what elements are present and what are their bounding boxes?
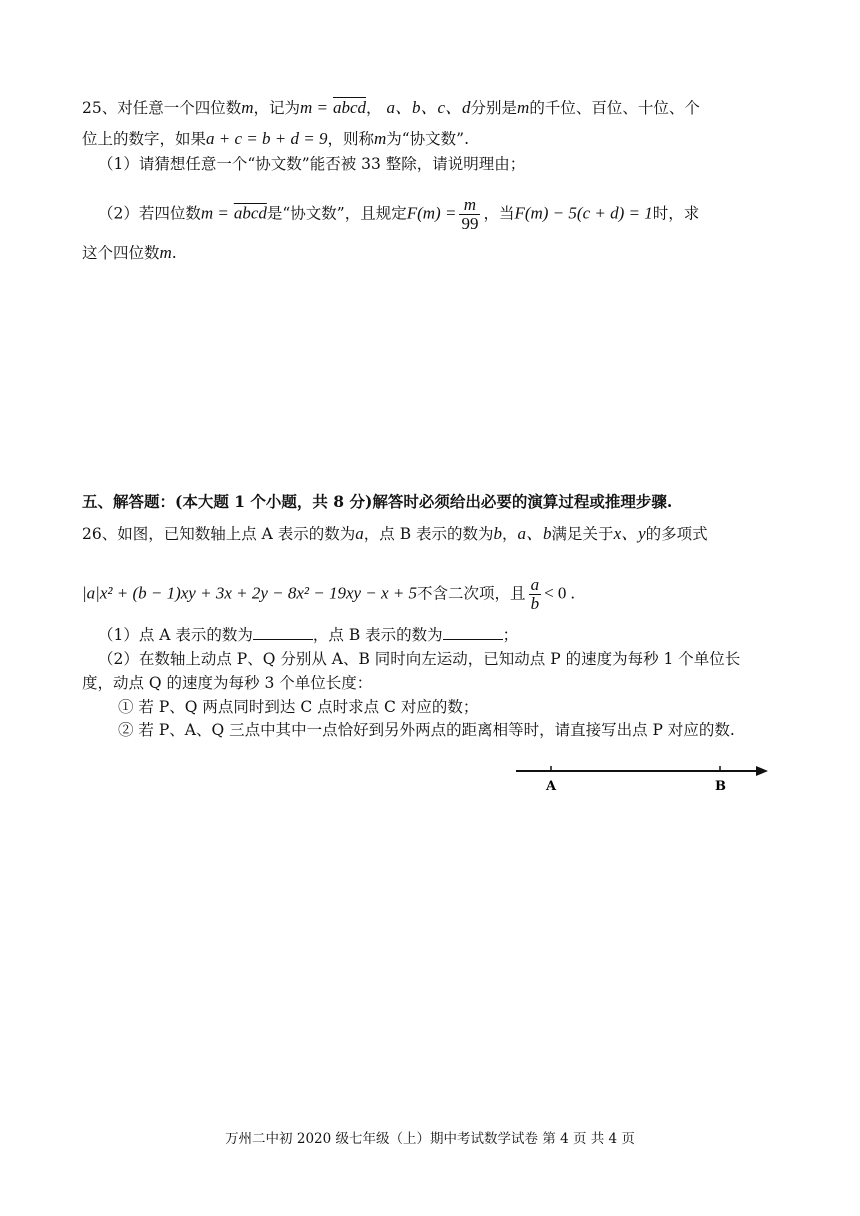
q25-part-1: （1）请猜想任意一个“协文数”能否被 33 整除，请说明理由； xyxy=(98,155,526,173)
q26-sub-2: ② 若 P、A、Q 三点中其中一点恰好到另外两点的距离相等时，请直接写出点 P 对应的数. xyxy=(118,721,735,739)
q25-part-2: （2）若四位数m = abcd是“协文数”，且规定F(m) = $\frac{m}{99}$ ，当F(m) − 5(c + d) = 1时，求 xyxy=(98,195,700,233)
label-a: A xyxy=(546,779,557,794)
answer-blank-a[interactable] xyxy=(253,625,313,640)
number-line-figure xyxy=(510,755,775,800)
fraction-a-over-b: $\frac{a}{b}$ xyxy=(530,575,540,613)
q26-part-1: （1）点 A 表示的数为 ，点 B 表示的数为 ； xyxy=(98,626,519,644)
q25-line-1: 25、对任意一个四位数m，记为m = abcd， a、b、c、d分别是m的千位、百位、十位、个 xyxy=(82,98,700,117)
answer-blank-b[interactable] xyxy=(443,625,503,640)
q26-sub-1: ① 若 P、Q 两点同时到达 C 点时求点 C 对应的数； xyxy=(118,698,479,716)
section-5-title: 五、解答题：(本大题 1 个小题，共 8 分)解答时必须给出必要的演算过程或推理步骤. xyxy=(82,492,673,511)
q26-line-1: 26、如图，已知数轴上点 A 表示的数为a，点 B 表示的数为b，a、b满足关于x、y的多项式 xyxy=(82,524,708,543)
label-b: B xyxy=(715,779,726,794)
q26-part-2-line-1: （2）在数轴上动点 P、Q 分别从 A、B 同时向左运动，已知动点 P 的速度为每秒 1 个单位长 xyxy=(98,650,741,668)
q25-line-2: 位上的数字，如果a + c = b + d = 9，则称m为“协文数”. xyxy=(82,129,470,148)
q26-line-2: |a|x² + (b − 1)xy + 3x + 2y − 8x² − 19xy − x + 5不含二次项，且 $\frac{a}{b}$ < 0 . xyxy=(82,575,575,613)
q25-line-4: 这个四位数m. xyxy=(82,243,177,262)
fraction-m-over-99: $\frac{m}{99}$ xyxy=(461,195,479,233)
q26-part-2-line-2: 度，动点 Q 的速度为每秒 3 个单位长度： xyxy=(82,674,373,692)
page-footer: 万州二中初 2020 级七年级（上）期中考试数学试卷 第 4 页 共 4 页 xyxy=(225,1131,635,1147)
number-line-arrow-icon xyxy=(756,766,768,776)
polynomial: |a|x² + (b − 1)xy + 3x + 2y − 8x² − 19xy − x + 5 xyxy=(82,583,418,603)
